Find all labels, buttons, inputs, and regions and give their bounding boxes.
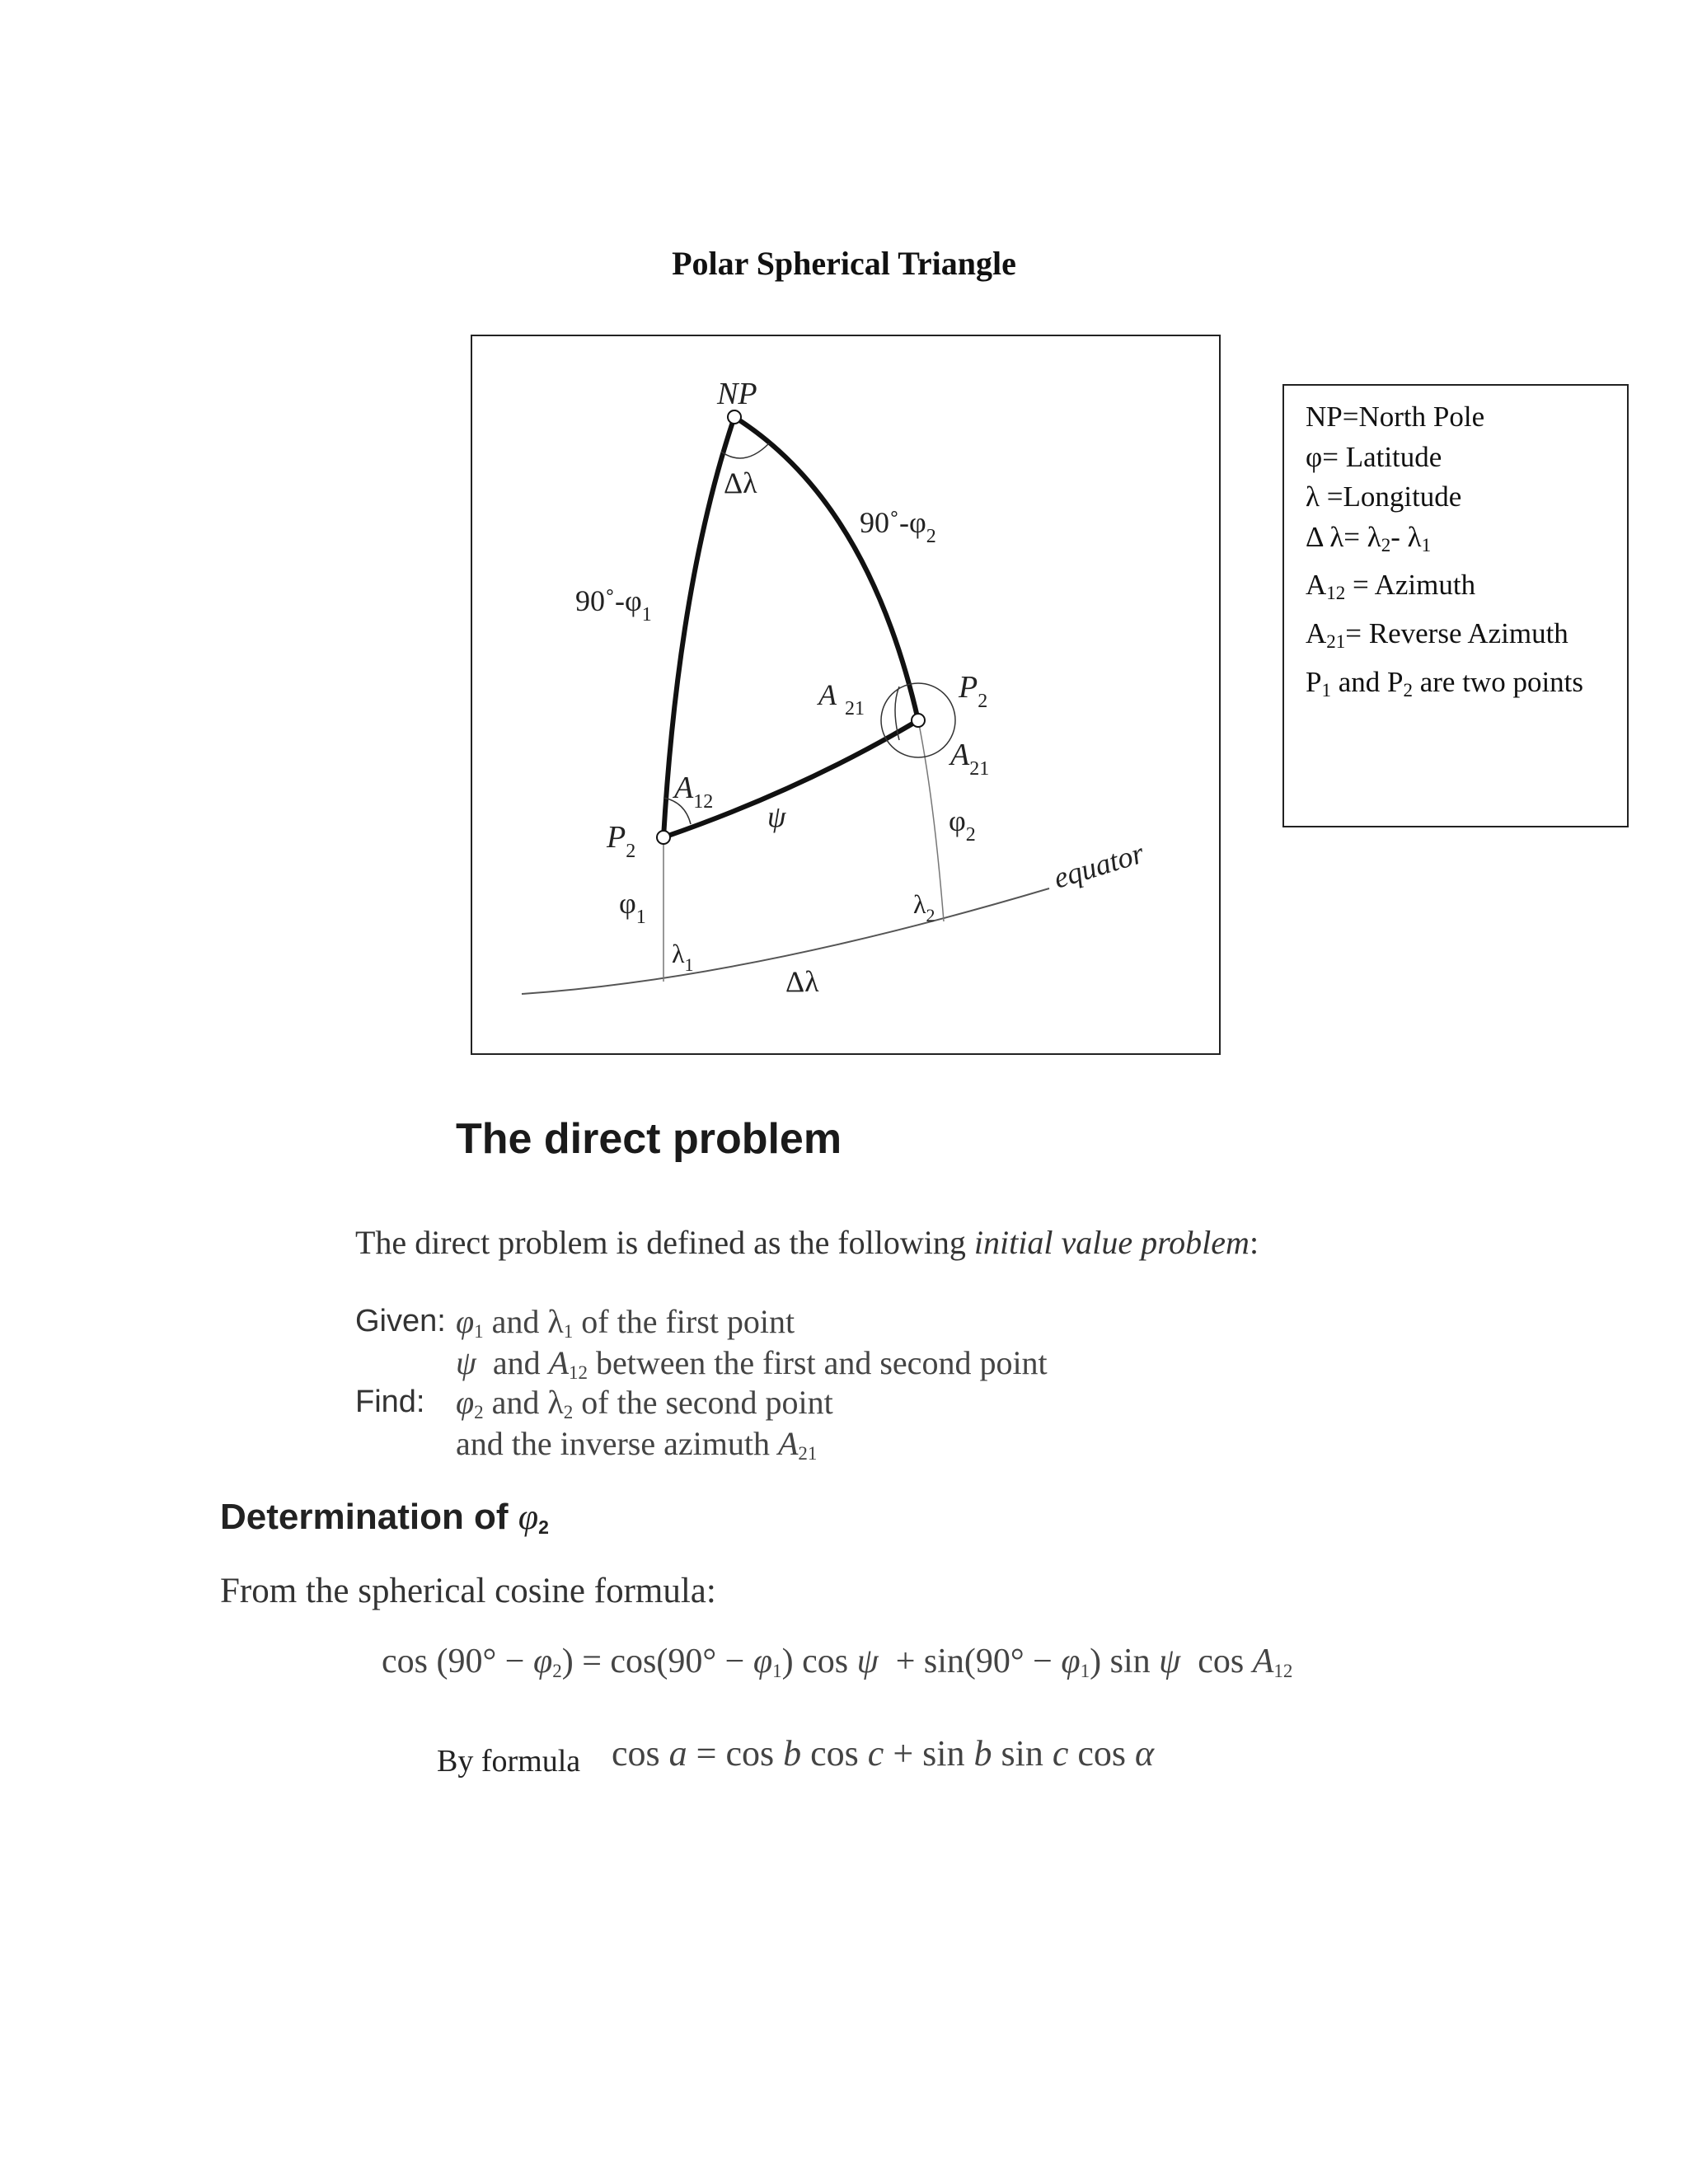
label-lambda2: $\lambda_2$ — [913, 889, 935, 926]
by-formula-label: By formula — [437, 1744, 581, 1779]
determination-heading: Determination of $\varphi_2$ — [220, 1497, 549, 1538]
find-label: Find: — [355, 1385, 425, 1419]
label-p2-right: $P_2$ — [959, 670, 988, 712]
label-a21-inner: A $_{21}$ — [818, 678, 865, 719]
angle-arc-np — [721, 443, 769, 458]
intro-text: The direct problem is defined as the following initial value problem: — [355, 1224, 1259, 1261]
legend-line-azimuth: $A_{12}$ = Azimuth — [1306, 569, 1476, 604]
given-line-2: ψ and $A_{12}$ between the first and second point — [456, 1344, 1048, 1383]
side-p1-p2 — [663, 720, 918, 837]
legend-line-delta-lambda: Δ $\lambda= \lambda_2-$ $\lambda_1$ — [1306, 520, 1432, 555]
from-formula-text: From the spherical cosine formula: — [220, 1572, 716, 1610]
spherical-triangle-figure — [471, 335, 1221, 1055]
legend-line-points: $P_1$ and $P_2$ are two points — [1306, 665, 1584, 701]
label-np: NP — [717, 377, 757, 411]
label-phi2: $\varphi_2$ — [949, 804, 976, 846]
legend-line-longitude: λ =Longitude — [1306, 480, 1462, 513]
point-np — [728, 410, 741, 424]
point-p1 — [657, 831, 670, 844]
equation-cosine-phi2: $\cos (90^\circ - \varphi_2) = \cos(90^\circ - \varphi_1)$ $\cos \psi + \sin(90^\circ - \varphi_1)$ sin ψ $\cos A_{12}$ — [382, 1643, 1293, 1681]
legend-box — [1282, 384, 1629, 827]
equation-spherical-cosine: cos a = cos b cos c + sin b sin c cos α — [612, 1733, 1155, 1774]
point-p2 — [912, 714, 925, 727]
find-line-1: $\varphi_2$ and $\lambda_2$ of the second point — [456, 1384, 833, 1422]
legend-line-latitude: φ= Latitude — [1306, 440, 1442, 473]
given-line-1: $\varphi_1$ and $\lambda_1$ of the first point — [456, 1303, 795, 1342]
label-side-right: $90˚-\varphi_2$ — [860, 506, 936, 547]
label-a12: $A_{12}$ — [674, 771, 714, 813]
label-delta-lambda-bottom: Δλ — [785, 965, 819, 998]
label-p2-left: $P_2$ — [607, 820, 636, 862]
section-heading: The direct problem — [456, 1115, 842, 1163]
label-lambda1: $\lambda_1$ — [672, 939, 694, 975]
label-phi1: $\varphi_1$ — [619, 887, 646, 928]
label-delta-lambda-top: Δλ — [724, 466, 757, 499]
side-np-p2 — [734, 417, 918, 720]
legend-line-reverse-azimuth: $A_{21}=$ Reverse Azimuth — [1306, 616, 1568, 652]
legend-line-np: NP=North Pole — [1306, 401, 1485, 433]
spherical-triangle-diagram — [472, 336, 1222, 1057]
label-side-left: $90˚-\varphi_1$ — [575, 584, 652, 626]
page-title: Polar Spherical Triangle — [672, 245, 1016, 282]
label-equator: equator — [1049, 836, 1148, 895]
find-line-2: and the inverse azimuth $A_{21}$ — [456, 1425, 818, 1464]
label-a21-outer: $A_{21}$ — [950, 738, 990, 780]
given-label: Given: — [355, 1304, 446, 1338]
label-psi: ψ — [767, 800, 786, 833]
